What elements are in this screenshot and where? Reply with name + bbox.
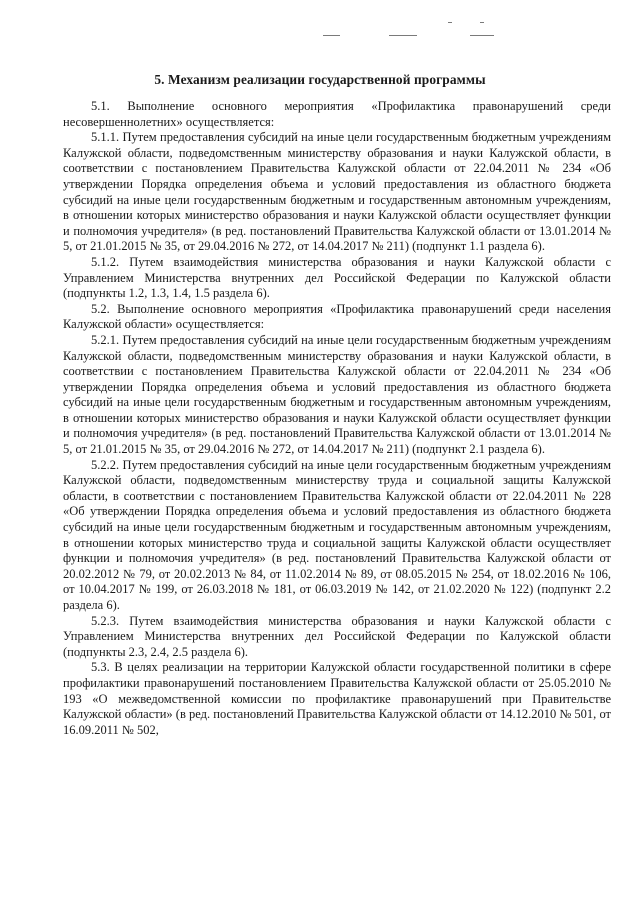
paragraph-5-2: 5.2. Выполнение основного мероприятия «Профилактика правонарушений среди населения Калужской области» осуществляется: [63, 301, 611, 332]
paragraph-5-1: 5.1. Выполнение основного мероприятия «Профилактика правонарушений среди несовершеннолетних» осуществляется: [63, 99, 611, 129]
paragraph-5-2-2: 5.2.2. Путем предоставления субсидий на иные цели государственным бюджетным учреждениям Калужской области, подведомственным министерству труда и социальной защиты Калужской области, в соответствии с постановлением Правительства Калужской области от 22.04.2011 № 228 «Об утверждении Порядка определения объема и условий предоставления из областного бюджета субсидий на иные цели государственным бюджетным и государственным автономным учреждениям, в отношении которых министерство труда и социальной защиты Калужской области осуществляет функции и полномочия учредителя» (в ред. постановлений Правительства Калужской области от 20.02.2012 № 79, от 20.02.2013 № 84, от 11.02.2014 № 89, от 08.05.2015 № 254, от 18.02.2016 № 106, от 10.04.2017 № 199, от 26.03.2018 № 181, от 06.03.2019 № 142, от 21.02.2020 № 122) (подпункт 2.2 раздела 6). [63, 457, 611, 612]
document-body [63, 99, 611, 738]
header-scan-marks [0, 0, 640, 40]
paragraph-5-2-1: 5.2.1. Путем предоставления субсидий на иные цели государственным бюджетным учреждениям Калужской области, подведомственным министерству образования и науки Калужской области, в соответствии с постановлением Правительства Калужской области от 22.04.2011 № 234 «Об утверждении Порядка определения объема и условий предоставления из областного бюджета субсидий на иные цели государственным бюджетным и государственным автономным учреждениям, в отношении которых министерство образования и науки Калужской области осуществляет функции и полномочия учредителя» (в ред. постановлений Правительства Калужской области от 13.01.2014 № 5, от 21.01.2015 № 35, от 29.04.2016 № 272, от 14.04.2017 № 211) (подпункт 2.1 раздела 6). [63, 332, 611, 457]
section-title: 5. Механизм реализации государственной программы [154, 72, 486, 87]
scan-mark [470, 35, 494, 36]
scan-mark [389, 35, 417, 36]
paragraph-5-1-1: 5.1.1. Путем предоставления субсидий на иные цели государственным бюджетным учреждениям Калужской области, подведомственным министерству образования и науки Калужской области, в соответствии с постановлением Правительства Калужской области от 22.04.2011 № 234 «Об утверждении Порядка определения объема и условий предоставления из областного бюджета субсидий на иные цели государственным бюджетным и государственным автономным учреждениям, в отношении которых министерство образования и науки Калужской области осуществляет функции и полномочия учредителя» (в ред. постановлений Правительства Калужской области от 13.01.2014 № 5, от 21.01.2015 № 35, от 29.04.2016 № 272, от 14.04.2017 № 211) (подпункт 1.1 раздела 6). [63, 130, 611, 254]
paragraph-5-2-3: 5.2.3. Путем взаимодействия министерства образования и науки Калужской области с Управлением Министерства внутренних дел Российской Федерации по Калужской области (подпункты 2.3, 2.4, 2.5 раздела 6). [63, 613, 611, 659]
scan-mark [323, 35, 340, 36]
paragraph-5-1-2: 5.1.2. Путем взаимодействия министерства образования и науки Калужской области с Управлением Министерства внутренних дел Российской Федерации по Калужской области (подпункты 1.2, 1.3, 1.4, 1.5 раздела 6). [63, 254, 611, 301]
paragraph-5-3: 5.3. В целях реализации на территории Калужской области государственной политики в сфере профилактики правонарушений постановлением Правительства Калужской области от 25.05.2010 № 193 «О межведомственной комиссии по профилактике правонарушений при Правительстве Калужской области» (в ред. постановлений Правительства Калужской области от 14.12.2010 № 501, от 16.09.2011 № 502, [63, 660, 611, 737]
scan-mark [480, 22, 484, 23]
scan-mark [448, 22, 452, 23]
